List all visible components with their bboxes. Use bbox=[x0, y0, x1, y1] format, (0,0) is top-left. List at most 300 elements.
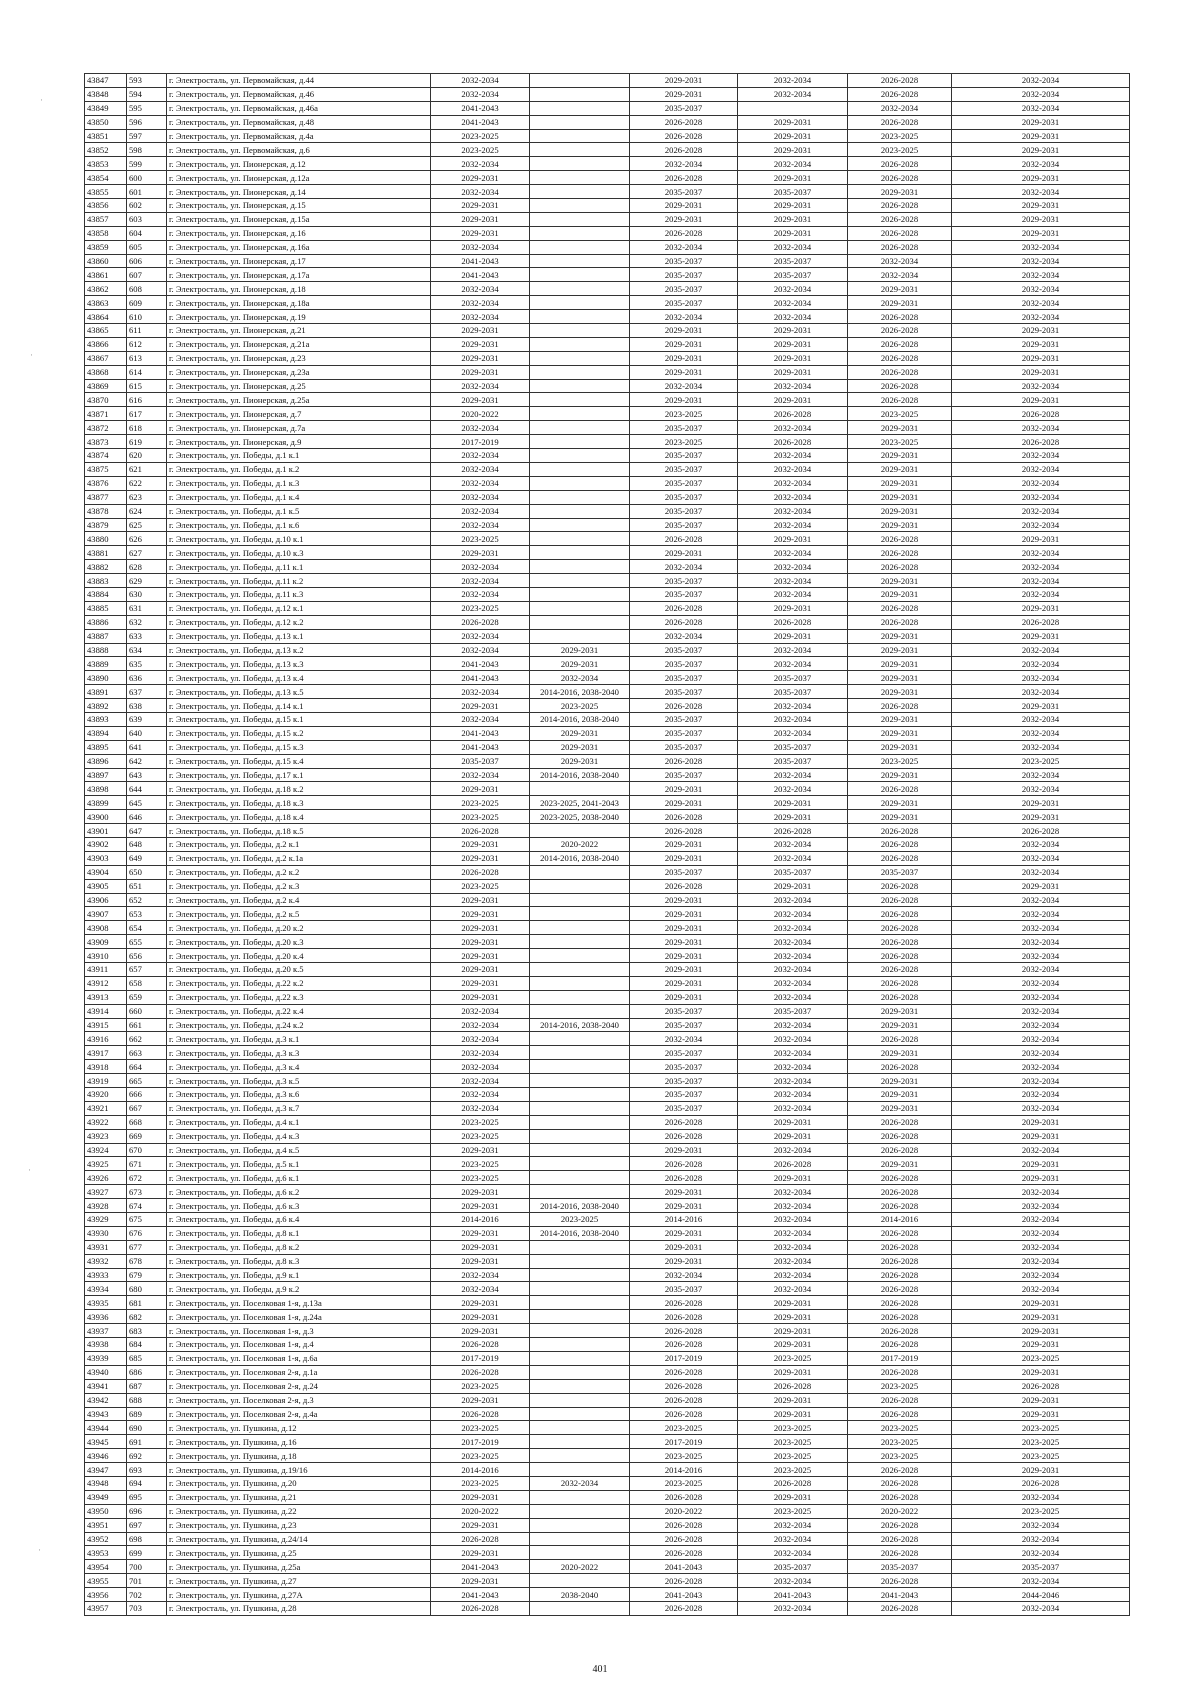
year-period-cell: 2026-2028 bbox=[630, 143, 738, 157]
table-row bbox=[85, 990, 1130, 1004]
row-number-cell: 695 bbox=[127, 1490, 167, 1504]
row-id-cell: 43949 bbox=[85, 1490, 127, 1504]
row-id-cell: 43854 bbox=[85, 171, 127, 185]
address-cell: г. Электросталь, ул. Победы, д.1 к.3 bbox=[167, 476, 431, 490]
row-id-cell: 43885 bbox=[85, 601, 127, 615]
year-period-cell bbox=[530, 1046, 630, 1060]
row-number-cell: 680 bbox=[127, 1282, 167, 1296]
year-period-cell bbox=[530, 1365, 630, 1379]
year-period-cell: 2026-2028 bbox=[848, 699, 952, 713]
year-period-cell: 2026-2028 bbox=[848, 1338, 952, 1352]
year-period-cell: 2029-2031 bbox=[431, 1143, 530, 1157]
year-period-cell bbox=[530, 1490, 630, 1504]
address-cell: г. Электросталь, ул. Победы, д.4 к.5 bbox=[167, 1143, 431, 1157]
row-id-cell: 43945 bbox=[85, 1435, 127, 1449]
year-period-cell bbox=[530, 518, 630, 532]
year-period-cell: 2026-2028 bbox=[431, 1365, 530, 1379]
year-period-cell: 2032-2034 bbox=[738, 1574, 848, 1588]
row-number-cell: 602 bbox=[127, 199, 167, 213]
year-period-cell: 2032-2034 bbox=[738, 87, 848, 101]
year-period-cell: 2029-2031 bbox=[738, 129, 848, 143]
row-number-cell: 654 bbox=[127, 921, 167, 935]
address-cell: г. Электросталь, ул. Пионерская, д.17а bbox=[167, 268, 431, 282]
year-period-cell: 2029-2031 bbox=[952, 1463, 1130, 1477]
row-id-cell: 43851 bbox=[85, 129, 127, 143]
year-period-cell: 2029-2031 bbox=[530, 754, 630, 768]
year-period-cell bbox=[530, 254, 630, 268]
year-period-cell: 2029-2031 bbox=[952, 1407, 1130, 1421]
row-number-cell: 671 bbox=[127, 1157, 167, 1171]
year-period-cell: 2029-2031 bbox=[738, 143, 848, 157]
table-row bbox=[85, 1310, 1130, 1324]
year-period-cell: 2026-2028 bbox=[848, 1490, 952, 1504]
year-period-cell: 2032-2034 bbox=[952, 1060, 1130, 1074]
year-period-cell: 2032-2034 bbox=[738, 963, 848, 977]
year-period-cell: 2032-2034 bbox=[952, 782, 1130, 796]
year-period-cell: 2032-2034 bbox=[738, 1074, 848, 1088]
year-period-cell: 2026-2028 bbox=[848, 1546, 952, 1560]
year-period-cell: 2029-2031 bbox=[738, 1393, 848, 1407]
year-period-cell: 2035-2037 bbox=[630, 685, 738, 699]
year-period-cell: 2026-2028 bbox=[848, 1601, 952, 1615]
year-period-cell: 2029-2031 bbox=[952, 629, 1130, 643]
year-period-cell: 2029-2031 bbox=[738, 1407, 848, 1421]
address-cell: г. Электросталь, ул. Победы, д.3 к.5 bbox=[167, 1074, 431, 1088]
table-row bbox=[85, 685, 1130, 699]
year-period-cell: 2035-2037 bbox=[630, 490, 738, 504]
row-id-cell: 43952 bbox=[85, 1532, 127, 1546]
address-cell: г. Электросталь, ул. Пушкина, д.18 bbox=[167, 1449, 431, 1463]
address-cell: г. Электросталь, ул. Первомайская, д.4а bbox=[167, 129, 431, 143]
year-period-cell: 2026-2028 bbox=[630, 754, 738, 768]
year-period-cell: 2026-2028 bbox=[952, 824, 1130, 838]
row-id-cell: 43853 bbox=[85, 157, 127, 171]
address-cell: г. Электросталь, ул. Пушкина, д.19/16 bbox=[167, 1463, 431, 1477]
table-row bbox=[85, 601, 1130, 615]
table-row bbox=[85, 1435, 1130, 1449]
year-period-cell: 2041-2043 bbox=[848, 1588, 952, 1602]
year-period-cell bbox=[530, 1435, 630, 1449]
year-period-cell: 2032-2034 bbox=[952, 1518, 1130, 1532]
row-id-cell: 43936 bbox=[85, 1310, 127, 1324]
row-number-cell: 594 bbox=[127, 87, 167, 101]
table-row bbox=[85, 407, 1130, 421]
table-row bbox=[85, 1060, 1130, 1074]
year-period-cell: 2032-2034 bbox=[952, 963, 1130, 977]
year-period-cell: 2032-2034 bbox=[848, 254, 952, 268]
year-period-cell: 2023-2025 bbox=[952, 1435, 1130, 1449]
row-number-cell: 610 bbox=[127, 310, 167, 324]
year-period-cell: 2026-2028 bbox=[848, 1282, 952, 1296]
year-period-cell bbox=[530, 462, 630, 476]
year-period-cell: 2029-2031 bbox=[848, 1018, 952, 1032]
table-row bbox=[85, 421, 1130, 435]
row-id-cell: 43921 bbox=[85, 1101, 127, 1115]
row-id-cell: 43956 bbox=[85, 1588, 127, 1602]
year-period-cell bbox=[530, 1310, 630, 1324]
table-row bbox=[85, 574, 1130, 588]
year-period-cell bbox=[738, 101, 848, 115]
table-row bbox=[85, 1393, 1130, 1407]
year-period-cell: 2023-2025 bbox=[431, 1476, 530, 1490]
year-period-cell: 2026-2028 bbox=[431, 865, 530, 879]
year-period-cell: 2029-2031 bbox=[738, 601, 848, 615]
address-cell: г. Электросталь, ул. Победы, д.6 к.2 bbox=[167, 1185, 431, 1199]
year-period-cell: 2032-2034 bbox=[431, 685, 530, 699]
year-period-cell: 2029-2031 bbox=[630, 87, 738, 101]
year-period-cell: 2023-2025, 2041-2043 bbox=[530, 796, 630, 810]
table-row bbox=[85, 337, 1130, 351]
row-number-cell: 703 bbox=[127, 1601, 167, 1615]
year-period-cell: 2029-2031 bbox=[738, 1171, 848, 1185]
year-period-cell: 2023-2025 bbox=[431, 796, 530, 810]
year-period-cell: 2029-2031 bbox=[952, 1324, 1130, 1338]
year-period-cell: 2023-2025 bbox=[530, 1213, 630, 1227]
year-period-cell: 2032-2034 bbox=[431, 1060, 530, 1074]
year-period-cell: 2035-2037 bbox=[630, 671, 738, 685]
year-period-cell: 2026-2028 bbox=[848, 365, 952, 379]
year-period-cell: 2032-2034 bbox=[952, 240, 1130, 254]
row-id-cell: 43892 bbox=[85, 699, 127, 713]
row-id-cell: 43922 bbox=[85, 1115, 127, 1129]
table-row bbox=[85, 1588, 1130, 1602]
year-period-cell: 2020-2022 bbox=[431, 407, 530, 421]
year-period-cell: 2029-2031 bbox=[431, 226, 530, 240]
year-period-cell: 2032-2034 bbox=[952, 296, 1130, 310]
year-period-cell bbox=[530, 351, 630, 365]
year-period-cell: 2032-2034 bbox=[431, 1018, 530, 1032]
year-period-cell: 2029-2031 bbox=[848, 643, 952, 657]
table-row bbox=[85, 1407, 1130, 1421]
address-cell: г. Электросталь, ул. Пушкина, д.25 bbox=[167, 1546, 431, 1560]
year-period-cell: 2032-2034 bbox=[630, 310, 738, 324]
year-period-cell: 2023-2025 bbox=[848, 435, 952, 449]
row-id-cell: 43856 bbox=[85, 199, 127, 213]
address-cell: г. Электросталь, ул. Победы, д.15 к.2 bbox=[167, 726, 431, 740]
row-number-cell: 647 bbox=[127, 824, 167, 838]
address-cell: г. Электросталь, ул. Пионерская, д.19 bbox=[167, 310, 431, 324]
table-row bbox=[85, 1463, 1130, 1477]
address-cell: г. Электросталь, ул. Победы, д.15 к.1 bbox=[167, 712, 431, 726]
address-cell: г. Электросталь, ул. Победы, д.24 к.2 bbox=[167, 1018, 431, 1032]
year-period-cell: 2029-2031 bbox=[630, 365, 738, 379]
row-number-cell: 595 bbox=[127, 101, 167, 115]
row-number-cell: 653 bbox=[127, 907, 167, 921]
address-cell: г. Электросталь, ул. Победы, д.20 к.2 bbox=[167, 921, 431, 935]
row-id-cell: 43942 bbox=[85, 1393, 127, 1407]
row-id-cell: 43911 bbox=[85, 963, 127, 977]
year-period-cell: 2023-2025 bbox=[738, 1421, 848, 1435]
year-period-cell: 2029-2031 bbox=[431, 1226, 530, 1240]
table-row bbox=[85, 351, 1130, 365]
year-period-cell: 2029-2031 bbox=[738, 810, 848, 824]
year-period-cell: 2032-2034 bbox=[738, 1240, 848, 1254]
year-period-cell: 2029-2031 bbox=[630, 893, 738, 907]
year-period-cell: 2035-2037 bbox=[738, 185, 848, 199]
row-number-cell: 677 bbox=[127, 1240, 167, 1254]
table-row bbox=[85, 226, 1130, 240]
year-period-cell: 2032-2034 bbox=[738, 990, 848, 1004]
row-id-cell: 43873 bbox=[85, 435, 127, 449]
year-period-cell: 2026-2028 bbox=[848, 560, 952, 574]
row-number-cell: 646 bbox=[127, 810, 167, 824]
year-period-cell: 2032-2034 bbox=[738, 296, 848, 310]
year-period-cell: 2026-2028 bbox=[848, 1171, 952, 1185]
address-cell: г. Электросталь, ул. Пионерская, д.25а bbox=[167, 393, 431, 407]
table-row bbox=[85, 1032, 1130, 1046]
year-period-cell bbox=[530, 601, 630, 615]
year-period-cell: 2026-2028 bbox=[738, 1476, 848, 1490]
row-id-cell: 43953 bbox=[85, 1546, 127, 1560]
year-period-cell: 2026-2028 bbox=[848, 1324, 952, 1338]
year-period-cell: 2017-2019 bbox=[848, 1351, 952, 1365]
address-cell: г. Электросталь, ул. Победы, д.11 к.2 bbox=[167, 574, 431, 588]
year-period-cell: 2029-2031 bbox=[431, 1254, 530, 1268]
table-row bbox=[85, 643, 1130, 657]
year-period-cell: 2032-2034 bbox=[738, 504, 848, 518]
address-cell: г. Электросталь, ул. Пионерская, д.21 bbox=[167, 324, 431, 338]
year-period-cell: 2041-2043 bbox=[431, 101, 530, 115]
year-period-cell: 2026-2028 bbox=[738, 824, 848, 838]
year-period-cell: 2026-2028 bbox=[848, 1574, 952, 1588]
year-period-cell: 2035-2037 bbox=[630, 768, 738, 782]
address-cell: г. Электросталь, ул. Первомайская, д.44 bbox=[167, 74, 431, 88]
row-number-cell: 599 bbox=[127, 157, 167, 171]
year-period-cell: 2029-2031 bbox=[848, 1101, 952, 1115]
row-id-cell: 43882 bbox=[85, 560, 127, 574]
year-period-cell: 2029-2031 bbox=[848, 504, 952, 518]
year-period-cell: 2032-2034 bbox=[952, 1213, 1130, 1227]
row-number-cell: 673 bbox=[127, 1185, 167, 1199]
row-number-cell: 608 bbox=[127, 282, 167, 296]
table-row bbox=[85, 1101, 1130, 1115]
year-period-cell: 2029-2031 bbox=[738, 1324, 848, 1338]
year-period-cell: 2026-2028 bbox=[848, 1199, 952, 1213]
year-period-cell: 2023-2025 bbox=[738, 1449, 848, 1463]
year-period-cell bbox=[530, 1268, 630, 1282]
year-period-cell: 2026-2028 bbox=[848, 837, 952, 851]
year-period-cell: 2032-2034 bbox=[431, 1282, 530, 1296]
year-period-cell: 2017-2019 bbox=[431, 1435, 530, 1449]
row-id-cell: 43884 bbox=[85, 587, 127, 601]
year-period-cell: 2029-2031 bbox=[738, 226, 848, 240]
year-period-cell: 2032-2034 bbox=[952, 254, 1130, 268]
year-period-cell: 2032-2034 bbox=[738, 949, 848, 963]
row-id-cell: 43950 bbox=[85, 1504, 127, 1518]
year-period-cell: 2026-2028 bbox=[848, 310, 952, 324]
year-period-cell bbox=[530, 1101, 630, 1115]
year-period-cell: 2026-2028 bbox=[848, 990, 952, 1004]
year-period-cell: 2026-2028 bbox=[848, 199, 952, 213]
year-period-cell: 2032-2034 bbox=[738, 490, 848, 504]
row-number-cell: 641 bbox=[127, 740, 167, 754]
address-cell: г. Электросталь, ул. Победы, д.10 к.1 bbox=[167, 532, 431, 546]
row-number-cell: 616 bbox=[127, 393, 167, 407]
address-cell: г. Электросталь, ул. Победы, д.13 к.4 bbox=[167, 671, 431, 685]
year-period-cell: 2014-2016 bbox=[431, 1213, 530, 1227]
table-row bbox=[85, 1254, 1130, 1268]
table-row bbox=[85, 1365, 1130, 1379]
year-period-cell: 2014-2016 bbox=[848, 1213, 952, 1227]
table-row bbox=[85, 1532, 1130, 1546]
row-number-cell: 691 bbox=[127, 1435, 167, 1449]
year-period-cell: 2032-2034 bbox=[952, 935, 1130, 949]
year-period-cell bbox=[530, 435, 630, 449]
year-period-cell: 2026-2028 bbox=[848, 1060, 952, 1074]
year-period-cell: 2026-2028 bbox=[848, 240, 952, 254]
table-row bbox=[85, 393, 1130, 407]
row-id-cell: 43868 bbox=[85, 365, 127, 379]
row-number-cell: 597 bbox=[127, 129, 167, 143]
year-period-cell: 2032-2034 bbox=[952, 587, 1130, 601]
table-row bbox=[85, 893, 1130, 907]
year-period-cell bbox=[530, 587, 630, 601]
year-period-cell: 2026-2028 bbox=[630, 1532, 738, 1546]
year-period-cell: 2026-2028 bbox=[630, 1379, 738, 1393]
year-period-cell: 2029-2031 bbox=[848, 462, 952, 476]
year-period-cell: 2035-2037 bbox=[848, 1560, 952, 1574]
row-id-cell: 43850 bbox=[85, 115, 127, 129]
table-row bbox=[85, 1338, 1130, 1352]
table-row bbox=[85, 657, 1130, 671]
year-period-cell bbox=[530, 879, 630, 893]
year-period-cell: 2029-2031 bbox=[630, 1185, 738, 1199]
year-period-cell: 2032-2034 bbox=[738, 1282, 848, 1296]
year-period-cell: 2032-2034 bbox=[630, 379, 738, 393]
year-period-cell bbox=[530, 907, 630, 921]
row-id-cell: 43847 bbox=[85, 74, 127, 88]
table-body bbox=[85, 74, 1130, 1616]
year-period-cell: 2041-2043 bbox=[630, 1560, 738, 1574]
address-cell: г. Электросталь, ул. Победы, д.3 к.7 bbox=[167, 1101, 431, 1115]
address-cell: г. Электросталь, ул. Победы, д.1 к.6 bbox=[167, 518, 431, 532]
year-period-cell: 2035-2037 bbox=[738, 740, 848, 754]
table-row bbox=[85, 671, 1130, 685]
year-period-cell: 2029-2031 bbox=[630, 963, 738, 977]
row-number-cell: 619 bbox=[127, 435, 167, 449]
row-id-cell: 43895 bbox=[85, 740, 127, 754]
address-cell: г. Электросталь, ул. Пионерская, д.18 bbox=[167, 282, 431, 296]
table-row bbox=[85, 1185, 1130, 1199]
row-id-cell: 43954 bbox=[85, 1560, 127, 1574]
year-period-cell: 2026-2028 bbox=[738, 407, 848, 421]
row-number-cell: 657 bbox=[127, 963, 167, 977]
year-period-cell: 2020-2022 bbox=[530, 837, 630, 851]
year-period-cell: 2032-2034 bbox=[738, 282, 848, 296]
table-row bbox=[85, 532, 1130, 546]
year-period-cell: 2029-2031 bbox=[952, 532, 1130, 546]
year-period-cell: 2041-2043 bbox=[431, 254, 530, 268]
year-period-cell: 2032-2034 bbox=[431, 1088, 530, 1102]
year-period-cell bbox=[530, 199, 630, 213]
year-period-cell: 2026-2028 bbox=[431, 1338, 530, 1352]
year-period-cell: 2032-2034 bbox=[431, 643, 530, 657]
year-period-cell: 2032-2034 bbox=[738, 1518, 848, 1532]
year-period-cell bbox=[530, 337, 630, 351]
year-period-cell bbox=[530, 1074, 630, 1088]
address-cell: г. Электросталь, ул. Победы, д.20 к.5 bbox=[167, 963, 431, 977]
row-number-cell: 659 bbox=[127, 990, 167, 1004]
row-id-cell: 43897 bbox=[85, 768, 127, 782]
year-period-cell: 2029-2031 bbox=[952, 212, 1130, 226]
year-period-cell: 2017-2019 bbox=[630, 1351, 738, 1365]
year-period-cell bbox=[530, 574, 630, 588]
year-period-cell: 2032-2034 bbox=[630, 157, 738, 171]
year-period-cell: 2029-2031 bbox=[738, 351, 848, 365]
year-period-cell: 2026-2028 bbox=[848, 921, 952, 935]
table-row bbox=[85, 935, 1130, 949]
year-period-cell: 2029-2031 bbox=[952, 115, 1130, 129]
year-period-cell: 2035-2037 bbox=[738, 685, 848, 699]
year-period-cell bbox=[530, 1463, 630, 1477]
year-period-cell: 2029-2031 bbox=[952, 226, 1130, 240]
address-cell: г. Электросталь, ул. Победы, д.1 к.1 bbox=[167, 449, 431, 463]
year-period-cell: 2023-2025 bbox=[738, 1504, 848, 1518]
year-period-cell: 2014-2016, 2038-2040 bbox=[530, 1018, 630, 1032]
year-period-cell: 2032-2034 bbox=[952, 907, 1130, 921]
year-period-cell: 2026-2028 bbox=[630, 699, 738, 713]
row-number-cell: 664 bbox=[127, 1060, 167, 1074]
table-row bbox=[85, 1171, 1130, 1185]
row-number-cell: 699 bbox=[127, 1546, 167, 1560]
address-cell: г. Электросталь, ул. Победы, д.12 к.1 bbox=[167, 601, 431, 615]
year-period-cell: 2041-2043 bbox=[431, 726, 530, 740]
row-id-cell: 43848 bbox=[85, 87, 127, 101]
year-period-cell: 2023-2025 bbox=[431, 1449, 530, 1463]
year-period-cell: 2032-2034 bbox=[952, 740, 1130, 754]
year-period-cell bbox=[530, 921, 630, 935]
year-period-cell: 2032-2034 bbox=[738, 546, 848, 560]
year-period-cell bbox=[530, 560, 630, 574]
year-period-cell: 2029-2031 bbox=[848, 1046, 952, 1060]
year-period-cell bbox=[530, 268, 630, 282]
year-period-cell: 2032-2034 bbox=[952, 87, 1130, 101]
year-period-cell: 2041-2043 bbox=[431, 1560, 530, 1574]
year-period-cell: 2032-2034 bbox=[952, 268, 1130, 282]
year-period-cell: 2032-2034 bbox=[431, 185, 530, 199]
year-period-cell: 2032-2034 bbox=[738, 1088, 848, 1102]
year-period-cell bbox=[530, 324, 630, 338]
year-period-cell bbox=[530, 1518, 630, 1532]
table-row bbox=[85, 504, 1130, 518]
table-row bbox=[85, 963, 1130, 977]
year-period-cell: 2026-2028 bbox=[738, 435, 848, 449]
row-number-cell: 696 bbox=[127, 1504, 167, 1518]
year-period-cell: 2029-2031 bbox=[848, 796, 952, 810]
year-period-cell bbox=[530, 157, 630, 171]
year-period-cell: 2026-2028 bbox=[848, 351, 952, 365]
year-period-cell: 2032-2034 bbox=[431, 1032, 530, 1046]
year-period-cell: 2035-2037 bbox=[630, 101, 738, 115]
row-id-cell: 43903 bbox=[85, 851, 127, 865]
year-period-cell: 2032-2034 bbox=[952, 560, 1130, 574]
year-period-cell: 2026-2028 bbox=[848, 1268, 952, 1282]
year-period-cell bbox=[530, 976, 630, 990]
year-period-cell: 2026-2028 bbox=[630, 601, 738, 615]
row-number-cell: 665 bbox=[127, 1074, 167, 1088]
year-period-cell: 2032-2034 bbox=[738, 768, 848, 782]
year-period-cell: 2032-2034 bbox=[952, 1032, 1130, 1046]
year-period-cell: 2026-2028 bbox=[848, 782, 952, 796]
year-period-cell: 2029-2031 bbox=[630, 1226, 738, 1240]
year-period-cell: 2029-2031 bbox=[530, 726, 630, 740]
row-number-cell: 689 bbox=[127, 1407, 167, 1421]
address-cell: г. Электросталь, ул. Победы, д.9 к.1 bbox=[167, 1268, 431, 1282]
year-period-cell: 2032-2034 bbox=[431, 1004, 530, 1018]
row-id-cell: 43855 bbox=[85, 185, 127, 199]
address-cell: г. Электросталь, ул. Пушкина, д.12 bbox=[167, 1421, 431, 1435]
year-period-cell: 2032-2034 bbox=[738, 935, 848, 949]
